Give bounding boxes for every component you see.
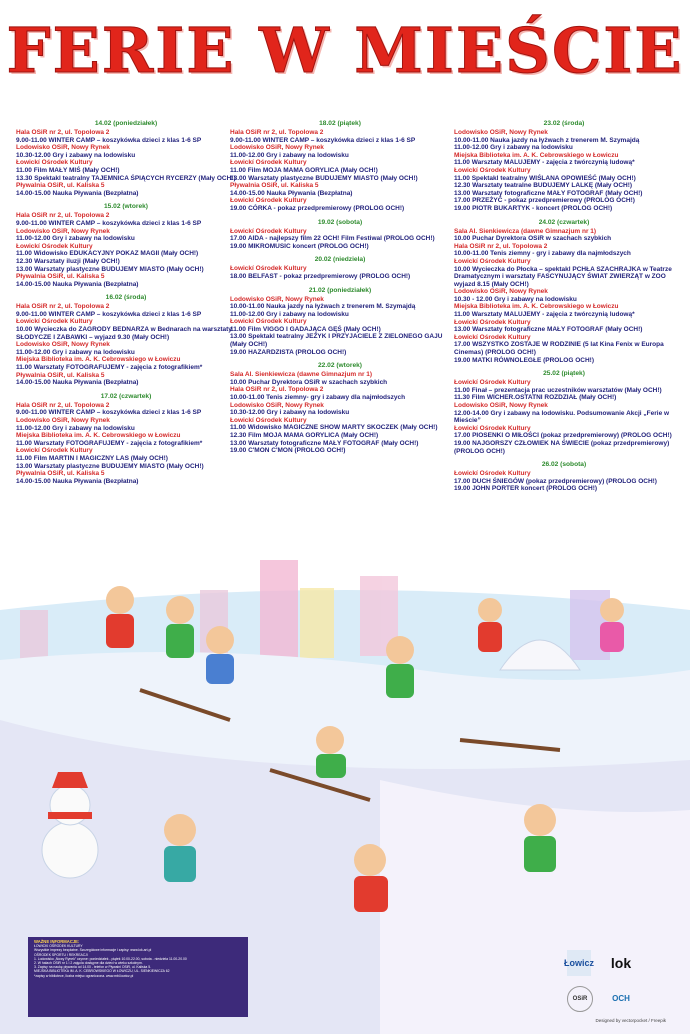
venue-name: Pływalnia OSiR, ul. Kaliska 5 [16, 273, 105, 281]
event-entry: 10.30 - 12.00 Gry i zabawy na lodowisku [454, 295, 577, 303]
illustration-credit: Designed by vectorpocket / Freepik [595, 1018, 666, 1023]
event-entry: 17.00 AIDA - najlepszy film 22 OCH! Film Festiwal (PROLOG OCH!) [230, 235, 435, 243]
event-entry: 10.00-11.00 Nauka jazdy na łyżwach z trenerem M. Szymajdą [454, 136, 640, 144]
venue-name: Hala OSiR nr 2, ul. Topolowa 2 [230, 386, 324, 394]
event-entry: 10.00-11.00 Tenis ziemny - gry i zabawy dla najmłodszych [454, 250, 631, 258]
event-entry: 10.00-11.00 Tenis ziemny- gry i zabawy dla najmłodszych [230, 394, 406, 402]
event-entry: 10.30-12.00 Gry i zabawy na lodowisku [16, 151, 136, 159]
info-lines [34, 944, 242, 978]
venue-name: Łowickí Ośrodek Kultury [454, 257, 531, 265]
info-line: OŚRODEK SPORTU I REKREACJI [34, 952, 88, 957]
schedule [0, 114, 690, 554]
event-entry: 11.00 Widowisko MAGICZNE SHOW MARTY SKOCZEK (Mały OCH!) [230, 424, 438, 432]
event-entry: 11.00 Spektakl teatralny WIŚLANA OPOWIEŚĆ (Mały OCH!) [454, 174, 636, 182]
venue-name: Łowickí Ośrodek Kultury [454, 424, 531, 432]
event-entry: 17.00 PIOSENKI O MIŁOŚCI (pokaz przedpremierowy) (PROLOG OCH!) [454, 432, 672, 440]
venue-name: Hala OSiR nr 2, ul. Topolowa 2 [16, 401, 110, 409]
venue-name: Lodowisko OSiR, Nowy Rynek [230, 144, 324, 152]
venue-name: Sala Al. Sienkiewicza (dawne Gimnazjum nr 1) [454, 227, 597, 235]
day-heading: 18.02 (piątek) [319, 120, 361, 127]
event-entry: 10.00 Wycieczka do ZAGRODY BEDNARZA w Bednarach na warsztaty SŁODYCZE I ZABAWKI – wyjazd 9.30 (Mały OCH!) [16, 326, 232, 341]
event-entry: 11.00 Widowisko EDUKACYJNY POKAZ MAGII (Mały OCH!) [16, 250, 199, 258]
event-entry: 19.00 MIKROMUSIC koncert (PROLOG OCH!) [230, 242, 369, 250]
event-entry: 17.00 WSZYSTKO ZOSTAJE W RODZINIE (5 lat Kina Fenix w Europa Cinemas) (PROLOG OCH!) [454, 341, 664, 357]
venue-name: Lodowisko OSiR, Nowy Rynek [454, 129, 548, 136]
venue-name: Łowickí Ośrodek Kultury [16, 447, 93, 455]
venue-name: Hala OSiR nr 2, ul. Topolowa 2 [16, 303, 110, 311]
venue-name: Lodowisko OSiR, Nowy Rynek [454, 288, 548, 296]
lok-logo: lok [610, 955, 632, 971]
event-entry: 11.00-12.00 Gry i zabawy na lodowisku [16, 235, 135, 243]
venue-name: Lodowisko OSiR, Nowy Rynek [230, 401, 324, 409]
day-heading: 19.02 (sobota) [317, 218, 363, 226]
event-entry: 9.00-11.00 WINTER CAMP – koszykówka dzieci z klas 1-6 SP [16, 219, 202, 227]
event-entry: 19.00 C'MON C'MON (PROLOG OCH!) [230, 447, 346, 455]
info-line: 3. Zapisy na naukę pływania od 14.00 - telefon w Pływalni OSiR, ul. Kaliska 5. [34, 965, 152, 970]
venue-name: Lodowisko OSiR, Nowy Rynek [16, 144, 110, 152]
event-entry: 14.00-15.00 Nauka Pływania (Bezpłatna) [16, 477, 139, 485]
info-line: 2. W halach OSiR nr 1 i 2 zajęcia dostępne dla dzieci w wieku szkolnym. [34, 961, 143, 966]
venue-name: Łowickí Ośrodek Kultury [16, 159, 93, 167]
event-entry: 11.00-12.00 Gry i zabawy na lodowisku [454, 144, 573, 152]
venue-name: Łowickí Ośrodek Kultury [230, 197, 307, 205]
venue-name: Łowickí Ośrodek Kultury [230, 416, 307, 424]
venue-name: Łowickí Ośrodek Kultury [16, 318, 93, 326]
event-entry: 12.30 Warsztaty iluzji (Mały OCH!) [16, 257, 120, 265]
schedule-column-3 [454, 114, 674, 493]
event-entry: 19.00 MATKI RÓWNOLEGŁE (PROLOG OCH!) [454, 356, 594, 364]
event-entry: 11.00 Warsztaty MALUJEMY - zajęcia z twórczynią ludową* [454, 159, 635, 167]
event-entry: 13.30 Spektakl teatralny TAJEMNICA ŚPIĄCYCH RYCERZY (Mały OCH!) [16, 174, 236, 182]
venue-name: Pływalnia OSiR, ul. Kaliska 5 [16, 371, 105, 379]
venue-name: Łowickí Ośrodek Kultury [230, 227, 307, 235]
info-heading: WAŻNE INFORMACJE: [34, 939, 80, 944]
day-heading: 23.02 (środa) [543, 120, 585, 127]
venue-name: Miejska Biblioteka im. A. K. Cebrowskiego w Łowiczu [16, 356, 181, 364]
venue-name: Łowickí Ośrodek Kultury [454, 318, 531, 326]
event-entry: 11.30 Film WICHER.OSTATNI ROZDZIAŁ (Mały OCH!) [454, 394, 617, 402]
venue-name: Pływalnia OSiR, ul. Kaliska 5 [230, 182, 319, 190]
venue-name: Łowickí Ośrodek Kultury [454, 379, 531, 387]
event-entry: 14.00-15.00 Nauka Pływania (Bezpłatna) [16, 189, 139, 197]
venue-name: Hala OSiR nr 2, ul. Topolowa 2 [230, 129, 324, 136]
venue-name: Hala OSiR nr 2, ul. Topolowa 2 [16, 212, 110, 220]
event-entry: 10.00-11.00 Nauka jazdy na łyżwach z trenerem M. Szymajdą [230, 303, 416, 311]
event-entry: 11.00 Film MOJA MAMA GORYLICA (Mały OCH!) [230, 166, 378, 174]
event-entry: 11.00 Warsztaty FOTOGRAFUJEMY - zajęcia z fotografikiem* [16, 364, 203, 372]
city-crest-logo: Łowicz [567, 950, 591, 976]
event-entry: 13.00 Warsztaty fotograficzne MAŁY FOTOGRAF (Mały OCH!) [454, 326, 643, 334]
event-entry: 11.00-12.00 Gry i zabawy na lodowisku [16, 348, 135, 356]
event-entry: 11.00 Finał – prezentacja prac uczestników warsztatów (Mały OCH!) [454, 386, 662, 394]
event-entry: 11.00 Warsztaty FOTOGRAFUJEMY - zajęcia z fotografikiem* [16, 439, 203, 447]
day-heading: 21.02 (poniedziałek) [308, 286, 372, 294]
event-entry: 13.00 Warsztaty plastyczne BUDUJEMY MIASTO (Mały OCH!) [16, 462, 204, 470]
venue-name: Lodowisko OSiR, Nowy Rynek [230, 295, 324, 303]
event-entry: 14.00-15.00 Nauka Pływania (Bezpłatna) [16, 280, 139, 288]
venue-name: Miejska Biblioteka im. A. K. Cebrowskiego w Łowiczu [454, 303, 619, 311]
day-heading: 22.02 (wtorek) [318, 362, 362, 370]
day-heading: 25.02 (piątek) [543, 370, 585, 378]
event-entry: 12.00-14.00 Gry i zabawy na lodowisku. Podsumowanie Akcji „Ferie w Mieście” [454, 409, 670, 425]
event-entry: 14.00-15.00 Nauka Pływania (Bezpłatna) [230, 189, 353, 197]
venue-name: Miejska Biblioteka im. A. K. Cebrowskiego w Łowiczu [454, 151, 619, 159]
info-line: Wszystkie imprezy bezpłatne. Szczegółowe informacje i zapisy: www.lok.art.pl [34, 948, 152, 953]
event-entry: 10.30-12.00 Gry i zabawy na lodowisku [230, 409, 350, 417]
event-entry: 10.00 Wycieczka do Płocka – spektakl PCHŁA SZACHRAJKA w Teatrze Dramatycznym i warsztaty FASCYNUJĄCY ŚWIAT ZWIERZĄT w ZOO wyjazd 8.15 (Mały OCH!) [454, 265, 672, 288]
event-entry: 12.30 Film MOJA MAMA GORYLICA (Mały OCH!) [230, 432, 379, 439]
event-entry: 11.00-12.00 Gry i zabawy na lodowisku [16, 424, 135, 432]
day-heading: 17.02 (czwartek) [100, 392, 152, 400]
event-entry: 11.00 Warsztaty MALUJEMY - zajęcia z twórczynią ludową* [454, 311, 635, 319]
important-info-box [28, 937, 248, 1017]
event-entry: 12.30 Warsztaty teatralne BUDUJEMY LALKĘ (Mały OCH!) [454, 182, 633, 190]
event-entry: 11.00-12.00 Gry i zabawy na lodowisku [230, 310, 349, 318]
schedule-column-2 [230, 114, 450, 455]
venue-name: Łowickí Ośrodek Kultury [454, 470, 531, 478]
event-entry: 19.00 PIOTR BUKARTYK - koncert (PROLOG OCH!) [454, 204, 613, 212]
poster-title: FERIE W MIEŚCIE [6, 14, 684, 87]
venue-name: Łowickí Ośrodek Kultury [16, 242, 93, 250]
venue-name: Lodowisko OSiR, Nowy Rynek [16, 227, 110, 235]
day-heading: 24.02 (czwartek) [538, 218, 590, 226]
venue-name: Łowickí Ośrodek Kultury [230, 159, 307, 167]
venue-name: Łowickí Ośrodek Kultury [454, 333, 531, 341]
venue-name: Łowickí Ośrodek Kultury [230, 318, 307, 326]
venue-name: Pływalnia OSiR, ul. Kaliska 5 [16, 470, 105, 478]
event-entry: 10.00 Puchar Dyrektora OSiR w szachach szybkich [454, 235, 612, 243]
venue-name: Sala Al. Sienkiewicza (dawne Gimnazjum nr 1) [230, 371, 373, 379]
event-entry: 19.00 HAZARDZISTA (PROLOG OCH!) [230, 348, 347, 356]
schedule-column-1 [16, 114, 236, 485]
venue-name: Lodowisko OSiR, Nowy Rynek [454, 402, 548, 409]
event-entry: 13.00 Warsztaty fotograficzne MAŁY FOTOGRAF (Mały OCH!) [454, 189, 643, 197]
event-entry: 9.00-11.00 WINTER CAMP – koszykówka dzieci z klas 1-6 SP [230, 136, 416, 144]
event-entry: 17.00 PRZEŻYĆ - pokaz przedpremierowy (PROLOG OCH!) [454, 197, 635, 205]
osir-logo: OSiR [567, 986, 593, 1012]
info-line: 1. Lodowisko „Nowy Rynek” czynne: poniedziałek - piątek 10.00-22.00, sobota - niedziela 11.00-20.00 [34, 956, 187, 961]
event-entry: 9.00-11.00 WINTER CAMP – koszykówka dzieci z klas 1-6 SP [16, 136, 202, 144]
event-entry: 17.00 DUCH ŚNIEGÓW (pokaz przedpremierowy) (PROLOG OCH!) [454, 477, 657, 485]
event-entry: 19.00 JOHN PORTER koncert (PROLOG OCH!) [454, 485, 598, 493]
sponsor-logos [564, 950, 662, 1020]
event-entry: 18.00 BELFAST - pokaz przedpremierowy (PROLOG OCH!) [230, 272, 411, 280]
venue-name: Pływalnia OSiR, ul. Kaliska 5 [16, 182, 105, 190]
poster-title-wrap [0, 14, 690, 94]
venue-name: Lodowisko OSiR, Nowy Rynek [16, 341, 110, 349]
event-entry: 13.00 Warsztaty plastyczne BUDUJEMY MIASTO (Mały OCH!) [230, 174, 418, 182]
info-line: ŁOWICKI OŚRODEK KULTURY [34, 944, 83, 949]
venue-name: Miejska Biblioteka im. A. K. Cebrowskiego w Łowiczu [16, 432, 181, 440]
info-line: *zapisy w bibliotece, liczba miejsc ograniczona. www.mbl.lowicz.pl [34, 973, 134, 978]
event-entry: 11.00 Film MARTIN I MAGICZNY LAS (Mały OCH!) [16, 454, 168, 462]
event-entry: 13.00 Warsztaty fotograficzne MAŁY FOTOGRAF (Mały OCH!) [230, 439, 419, 447]
info-line: MIEJSKA BIBLIOTEKA IM. A. K. CEBROWSKIEGO W ŁOWICZU, UL. SIENKIEWICZA 62 [34, 969, 170, 974]
day-heading: 14.02 (poniedziałek) [94, 120, 158, 127]
venue-name: Lodowisko OSiR, Nowy Rynek [16, 417, 110, 424]
event-entry: 10.00 Puchar Dyrektora OSiR w szachach szybkich [230, 378, 388, 386]
event-entry: 14.00-15.00 Nauka Pływania (Bezpłatna) [16, 379, 139, 387]
venue-name: Łowickí Ośrodek Kultury [454, 166, 531, 174]
och-logo: OCH [612, 993, 630, 1003]
day-heading: 15.02 (wtorek) [104, 203, 148, 211]
venue-name: Hala OSiR nr 2, ul. Topolowa 2 [454, 242, 548, 250]
event-entry: 11.00 Film MAŁY MIŚ (Mały OCH!) [16, 166, 120, 174]
day-heading: 20.02 (niedziela) [314, 256, 366, 264]
event-entry: 11.00 Film VIGGO I GADAJĄCA GĘŚ (Mały OCH!) [230, 325, 381, 333]
event-entry: 9.00-11.00 WINTER CAMP – koszykówka dzieci z klas 1-6 SP [16, 310, 202, 318]
venue-name: Łowickí Ośrodek Kultury [230, 265, 307, 273]
event-entry: 19.00 NAJGORSZY CZŁOWIEK NA ŚWIECIE (pokaz przedpremierowy) (PROLOG OCH!) [454, 439, 670, 455]
event-entry: 13.00 Warsztaty plastyczne BUDUJEMY MIASTO (Mały OCH!) [16, 265, 204, 273]
event-entry: 9.00-11.00 WINTER CAMP – koszykówka dzieci z klas 1-6 SP [16, 409, 202, 417]
event-entry: 13.00 Spektakl teatralny JEŻYK I PRZYJACIELE Z ZIELONEGO GAJU (Mały OCH!) [230, 333, 443, 349]
event-entry: 11.00-12.00 Gry i zabawy na lodowisku [230, 151, 349, 159]
day-heading: 16.02 (środa) [105, 294, 147, 302]
event-entry: 19.00 CÓRKA - pokaz przedpremierowy (PROLOG OCH!) [230, 204, 405, 212]
venue-name: Hala OSiR nr 2, ul. Topolowa 2 [16, 129, 110, 136]
day-heading: 26.02 (sobota) [541, 461, 587, 469]
